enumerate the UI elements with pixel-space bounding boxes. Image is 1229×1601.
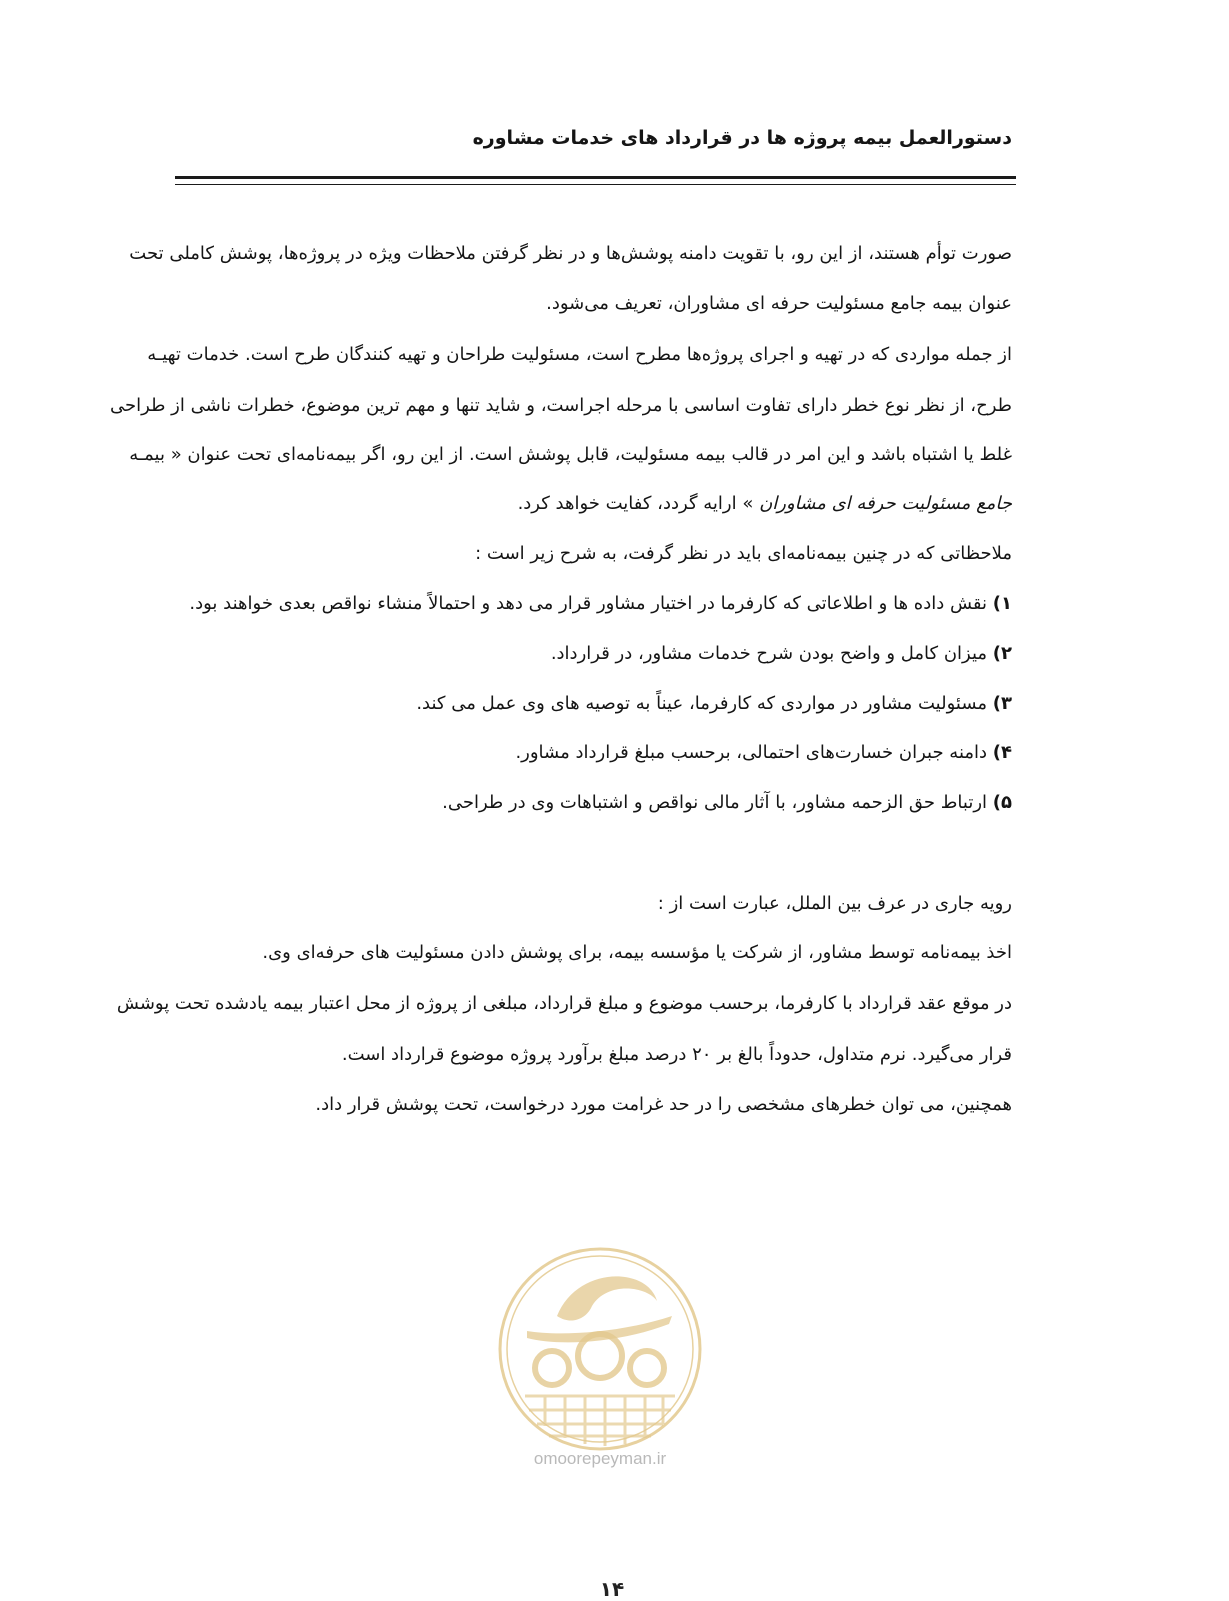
watermark-seal	[497, 1246, 703, 1478]
body-line: قرار می‌گیرد. نرم متداول، حدوداً بالغ بر ۲۰ درصد مبلغ برآورد پروژه موضوع قرارداد است.	[341, 1044, 1012, 1065]
page-header-title: دستورالعمل بیمه پروژه ها در قرارداد های خدمات مشاوره	[472, 127, 1012, 149]
page-number: ۱۴	[599, 1577, 625, 1601]
body-line: طرح، از نظر نوع خطر دارای تفاوت اساسی با مرحله اجراست، و شاید تنها و مهم ترین موضوع، خطرات ناشی از طراحی	[110, 395, 1012, 416]
body-text: » ارایه گردد، کفایت خواهد کرد.	[517, 493, 760, 514]
body-line: اخذ بیمه‌نامه توسط مشاور، از شرکت یا مؤسسه بیمه، برای پوشش دادن مسئولیت های حرفه‌ای وی.	[262, 942, 1012, 963]
list-item-number: ۴)	[992, 742, 1012, 763]
header-rule-thin	[175, 184, 1016, 185]
body-line: ملاحظاتی که در چنین بیمه‌نامه‌ای باید در نظر گرفت، به شرح زیر است :	[475, 543, 1012, 564]
list-item-text: نقش داده ها و اطلاعاتی که کارفرما در اختیار مشاور قرار می دهد و احتمالاً منشاء نواقص بعدی خواهند بود.	[189, 593, 993, 614]
list-item	[442, 788, 1012, 818]
body-line: غلط یا اشتباه باشد و این امر در قالب بیمه مسئولیت، قابل پوشش است. از این رو، اگر بیمه‌نامه‌ای تحت عنوان « بیمـه	[129, 444, 1012, 465]
list-item-number: ۱)	[992, 593, 1012, 614]
body-line: از جمله مواردی که در تهیه و اجرای پروژه‌ها مطرح است، مسئولیت طراحان و تهیه کنندگان طرح است. خدمات تهیـه	[147, 344, 1012, 365]
body-line	[518, 489, 1012, 519]
body-line: همچنین، می توان خطرهای مشخصی را در حد غرامت مورد درخواست، تحت پوشش قرار داد.	[315, 1094, 1012, 1115]
watermark-url: omoorepeyman.ir	[533, 1449, 667, 1468]
list-item-text: میزان کامل و واضح بودن شرح خدمات مشاور، در قرارداد.	[550, 643, 993, 664]
list-item-number: ۲)	[992, 643, 1012, 664]
list-item-number: ۳)	[992, 693, 1012, 714]
list-item	[551, 639, 1012, 669]
list-item	[189, 589, 1012, 619]
body-line: در موقع عقد قرارداد با کارفرما، برحسب موضوع و مبلغ قرارداد، مبلغی از پروژه از محل اعتبار بیمه یادشده تحت پوشش	[116, 993, 1012, 1014]
list-item-text: ارتباط حق الزحمه مشاور، با آثار مالی نواقص و اشتباهات وی در طراحی.	[442, 792, 993, 813]
list-item-text: مسئولیت مشاور در مواردی که کارفرما، عیناً به توصیه های وی عمل می کند.	[416, 693, 993, 714]
list-item	[515, 738, 1012, 768]
body-line: عنوان بیمه جامع مسئولیت حرفه ای مشاوران، تعریف می‌شود.	[546, 293, 1012, 314]
italic-term: جامع مسئولیت حرفه ای مشاوران	[759, 493, 1012, 514]
body-line: صورت توأم هستند، از این رو، با تقویت دامنه پوشش‌ها و در نظر گرفتن ملاحظات ویژه در پروژه‌ها، پوشش کاملی تحت	[129, 243, 1012, 264]
list-item-number: ۵)	[992, 792, 1012, 813]
list-item	[416, 689, 1012, 719]
body-line: رویه جاری در عرف بین الملل، عبارت است از :	[657, 893, 1012, 914]
brick-wall	[525, 1396, 675, 1446]
header-rule-thick	[175, 176, 1016, 179]
list-item-text: دامنه جبران خسارت‌های احتمالی، برحسب مبلغ قرارداد مشاور.	[515, 742, 993, 763]
